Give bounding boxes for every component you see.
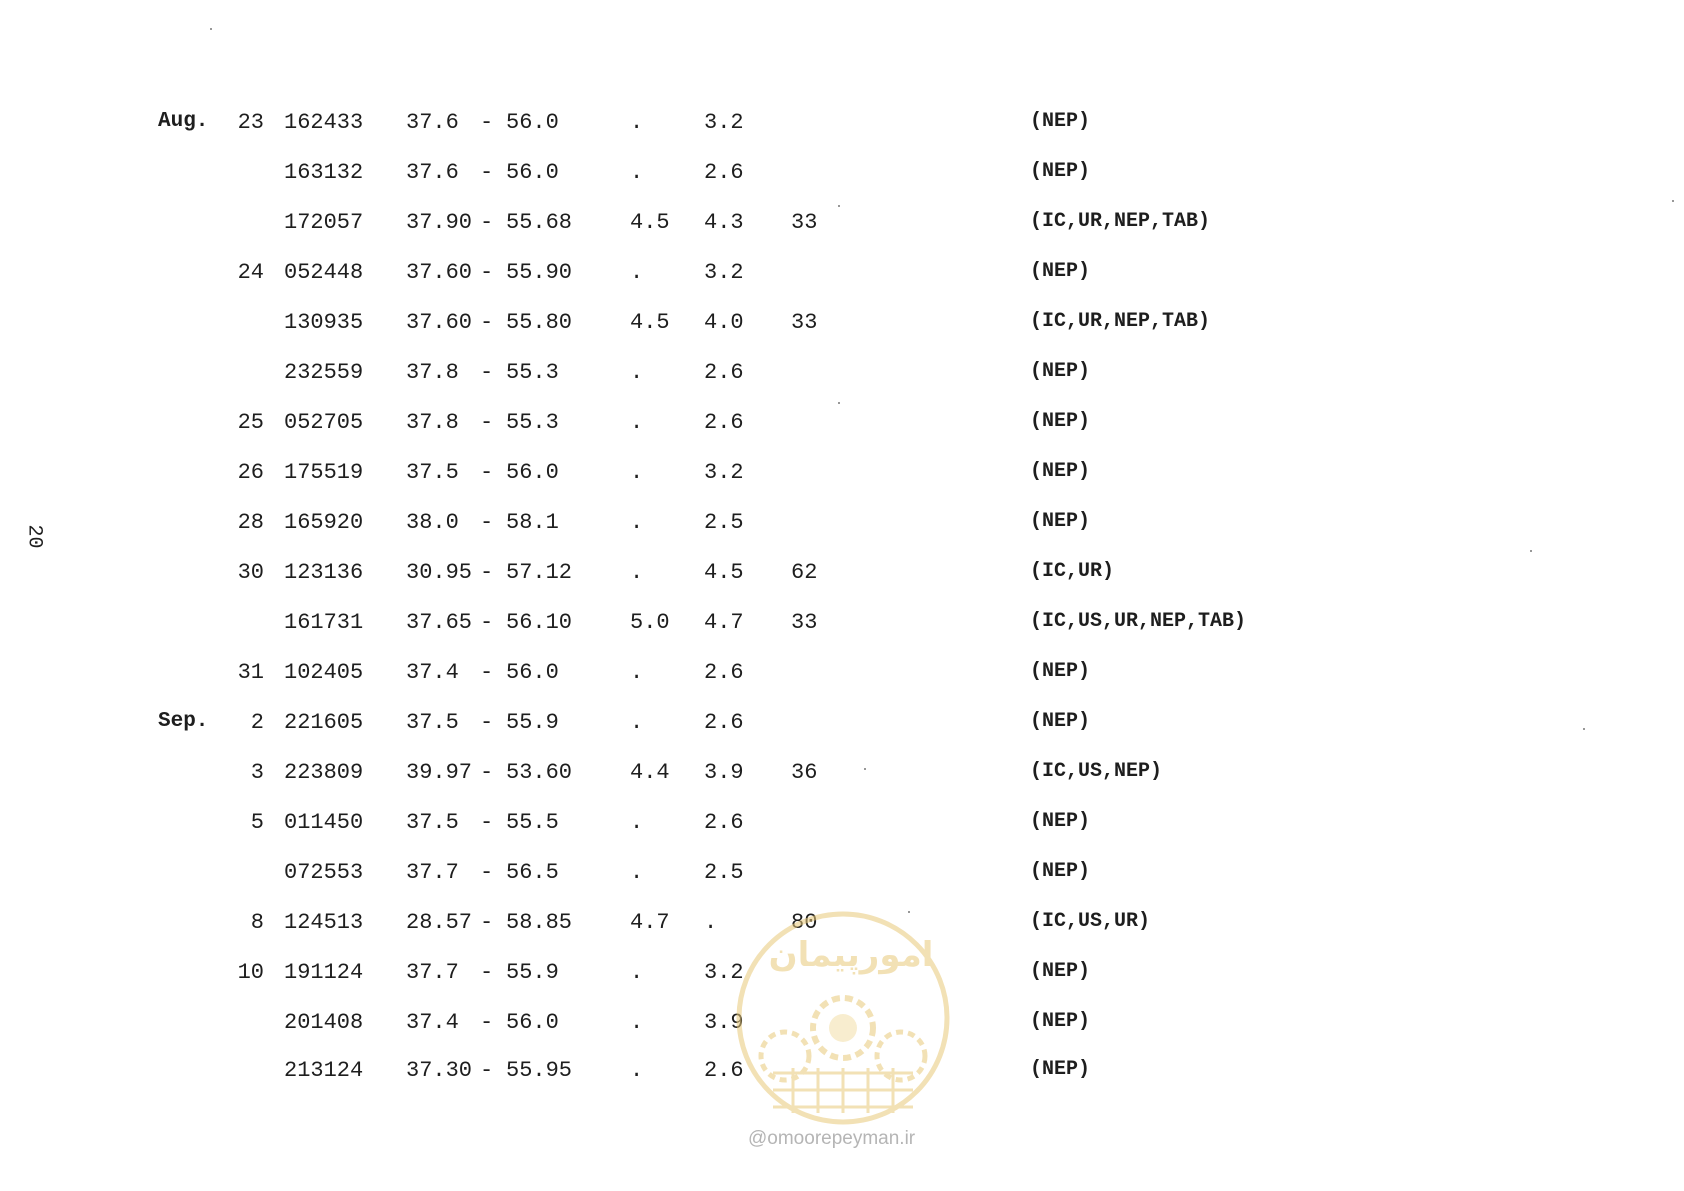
source-agencies: (NEP) [1030, 1058, 1091, 1081]
watermark-url: @omoorepeyman.ir [748, 1128, 916, 1149]
coord-separator: - [480, 360, 494, 385]
coord-separator: - [480, 810, 494, 835]
longitude: 56.0 [506, 160, 559, 185]
origin-time: 201408 [284, 1010, 364, 1035]
magnitude-ml: 3.9 [704, 760, 744, 785]
latitude: 37.90 [406, 210, 473, 235]
scan-speck [1583, 728, 1585, 730]
depth: 36 [791, 760, 818, 785]
magnitude-mb: 4.7 [630, 910, 670, 935]
table-row [0, 760, 1684, 790]
magnitude-ml: 3.2 [704, 960, 744, 985]
magnitude-ml: 2.6 [704, 660, 744, 685]
magnitude-ml: 2.6 [704, 810, 744, 835]
scan-speck [838, 402, 840, 404]
magnitude-ml: 4.7 [704, 610, 744, 635]
latitude: 37.6 [406, 110, 459, 135]
table-row [0, 610, 1684, 640]
longitude: 56.0 [506, 660, 559, 685]
origin-time: 191124 [284, 960, 364, 985]
source-agencies: (IC,UR) [1030, 560, 1115, 583]
source-agencies: (NEP) [1030, 360, 1091, 383]
source-agencies: (NEP) [1030, 660, 1091, 683]
table-row [0, 410, 1684, 440]
longitude: 56.0 [506, 1010, 559, 1035]
origin-time: 232559 [284, 360, 364, 385]
magnitude-mb: . [630, 360, 644, 385]
longitude: 56.5 [506, 860, 559, 885]
coord-separator: - [480, 610, 494, 635]
day: 26 [237, 460, 264, 485]
magnitude-ml: 4.3 [704, 210, 744, 235]
longitude: 55.3 [506, 410, 559, 435]
origin-time: 052705 [284, 410, 364, 435]
longitude: 58.85 [506, 910, 573, 935]
coord-separator: - [480, 410, 494, 435]
magnitude-ml: 3.2 [704, 110, 744, 135]
source-agencies: (NEP) [1030, 410, 1091, 433]
coord-separator: - [480, 960, 494, 985]
day: 2 [250, 710, 264, 735]
source-agencies: (NEP) [1030, 110, 1091, 133]
magnitude-mb: . [630, 160, 644, 185]
longitude: 55.80 [506, 310, 573, 335]
origin-time: 052448 [284, 260, 364, 285]
table-row [0, 460, 1684, 490]
latitude: 28.57 [406, 910, 473, 935]
source-agencies: (NEP) [1030, 260, 1091, 283]
latitude: 37.7 [406, 960, 459, 985]
source-agencies: (NEP) [1030, 1010, 1091, 1033]
coord-separator: - [480, 510, 494, 535]
magnitude-ml: . [704, 910, 718, 935]
table-row [0, 360, 1684, 390]
latitude: 37.8 [406, 410, 459, 435]
magnitude-mb: 4.5 [630, 210, 670, 235]
source-agencies: (NEP) [1030, 510, 1091, 533]
origin-time: 161731 [284, 610, 364, 635]
magnitude-ml: 3.9 [704, 1010, 744, 1035]
latitude: 37.8 [406, 360, 459, 385]
source-agencies: (IC,UR,NEP,TAB) [1030, 210, 1211, 233]
coord-separator: - [480, 760, 494, 785]
table-row [0, 160, 1684, 190]
longitude: 55.95 [506, 1058, 573, 1083]
longitude: 55.9 [506, 710, 559, 735]
depth: 33 [791, 210, 818, 235]
coord-separator: - [480, 560, 494, 585]
origin-time: 172057 [284, 210, 364, 235]
longitude: 55.5 [506, 810, 559, 835]
magnitude-ml: 2.6 [704, 160, 744, 185]
origin-time: 221605 [284, 710, 364, 735]
source-agencies: (NEP) [1030, 710, 1091, 733]
depth: 62 [791, 560, 818, 585]
latitude: 37.5 [406, 710, 459, 735]
origin-time: 011450 [284, 810, 364, 835]
longitude: 53.60 [506, 760, 573, 785]
scan-speck [210, 28, 212, 30]
source-agencies: (NEP) [1030, 860, 1091, 883]
magnitude-mb: . [630, 110, 644, 135]
latitude: 37.5 [406, 460, 459, 485]
magnitude-mb: . [630, 410, 644, 435]
source-agencies: (NEP) [1030, 960, 1091, 983]
magnitude-mb: . [630, 1010, 644, 1035]
source-agencies: (IC,US,UR) [1030, 910, 1151, 933]
watermark-text: امورپیمان [768, 935, 934, 975]
origin-time: 223809 [284, 760, 364, 785]
magnitude-ml: 4.0 [704, 310, 744, 335]
month: Aug. [158, 110, 209, 133]
origin-time: 072553 [284, 860, 364, 885]
latitude: 37.65 [406, 610, 473, 635]
origin-time: 165920 [284, 510, 364, 535]
day: 8 [250, 910, 264, 935]
grid-icon [773, 1068, 913, 1113]
magnitude-mb: 4.5 [630, 310, 670, 335]
magnitude-ml: 3.2 [704, 460, 744, 485]
longitude: 55.3 [506, 360, 559, 385]
coord-separator: - [480, 210, 494, 235]
source-agencies: (NEP) [1030, 160, 1091, 183]
coord-separator: - [480, 110, 494, 135]
origin-time: 175519 [284, 460, 364, 485]
coord-separator: - [480, 910, 494, 935]
magnitude-ml: 4.5 [704, 560, 744, 585]
magnitude-ml: 2.6 [704, 710, 744, 735]
coord-separator: - [480, 310, 494, 335]
latitude: 30.95 [406, 560, 473, 585]
day: 10 [237, 960, 264, 985]
origin-time: 102405 [284, 660, 364, 685]
longitude: 57.12 [506, 560, 573, 585]
table-row [0, 560, 1684, 590]
magnitude-mb: . [630, 1058, 644, 1083]
coord-separator: - [480, 460, 494, 485]
day: 30 [237, 560, 264, 585]
table-row [0, 210, 1684, 240]
coord-separator: - [480, 1010, 494, 1035]
depth: 33 [791, 310, 818, 335]
source-agencies: (NEP) [1030, 460, 1091, 483]
magnitude-mb: . [630, 660, 644, 685]
day: 25 [237, 410, 264, 435]
table-row [0, 310, 1684, 340]
source-agencies: (IC,UR,NEP,TAB) [1030, 310, 1211, 333]
longitude: 56.0 [506, 110, 559, 135]
coord-separator: - [480, 160, 494, 185]
scan-speck [864, 768, 866, 770]
scan-speck [908, 911, 910, 913]
table-row [0, 660, 1684, 690]
magnitude-mb: . [630, 710, 644, 735]
latitude: 37.30 [406, 1058, 473, 1083]
latitude: 37.4 [406, 1010, 459, 1035]
magnitude-ml: 2.5 [704, 510, 744, 535]
latitude: 38.0 [406, 510, 459, 535]
day: 23 [237, 110, 264, 135]
latitude: 37.4 [406, 660, 459, 685]
longitude: 55.90 [506, 260, 573, 285]
magnitude-ml: 2.6 [704, 410, 744, 435]
magnitude-mb: . [630, 860, 644, 885]
depth: 33 [791, 610, 818, 635]
table-row [0, 110, 1684, 140]
table-row [0, 260, 1684, 290]
longitude: 56.0 [506, 460, 559, 485]
coord-separator: - [480, 660, 494, 685]
magnitude-mb: 4.4 [630, 760, 670, 785]
longitude: 55.68 [506, 210, 573, 235]
magnitude-ml: 2.6 [704, 1058, 744, 1083]
table-row [0, 710, 1684, 740]
magnitude-mb: 5.0 [630, 610, 670, 635]
table-row [0, 510, 1684, 540]
source-agencies: (IC,US,NEP) [1030, 760, 1163, 783]
origin-time: 124513 [284, 910, 364, 935]
latitude: 37.60 [406, 310, 473, 335]
gear-icon [813, 998, 873, 1058]
table-row [0, 810, 1684, 840]
month: Sep. [158, 710, 209, 733]
longitude: 55.9 [506, 960, 559, 985]
day: 5 [250, 810, 264, 835]
magnitude-ml: 2.5 [704, 860, 744, 885]
scan-speck [1530, 550, 1532, 552]
scan-speck [838, 205, 840, 207]
day: 3 [250, 760, 264, 785]
coord-separator: - [480, 710, 494, 735]
table-row [0, 860, 1684, 890]
magnitude-mb: . [630, 260, 644, 285]
day: 31 [237, 660, 264, 685]
coord-separator: - [480, 860, 494, 885]
coord-separator: - [480, 1058, 494, 1083]
origin-time: 130935 [284, 310, 364, 335]
origin-time: 123136 [284, 560, 364, 585]
depth: 80 [791, 910, 818, 935]
latitude: 39.97 [406, 760, 473, 785]
magnitude-mb: . [630, 810, 644, 835]
watermark-logo [733, 908, 953, 1128]
coord-separator: - [480, 260, 494, 285]
latitude: 37.5 [406, 810, 459, 835]
source-agencies: (NEP) [1030, 810, 1091, 833]
longitude: 56.10 [506, 610, 573, 635]
scan-speck [1672, 200, 1674, 202]
day: 28 [237, 510, 264, 535]
magnitude-ml: 3.2 [704, 260, 744, 285]
magnitude-ml: 2.6 [704, 360, 744, 385]
magnitude-mb: . [630, 960, 644, 985]
origin-time: 163132 [284, 160, 364, 185]
latitude: 37.60 [406, 260, 473, 285]
day: 24 [237, 260, 264, 285]
magnitude-mb: . [630, 560, 644, 585]
latitude: 37.7 [406, 860, 459, 885]
latitude: 37.6 [406, 160, 459, 185]
origin-time: 162433 [284, 110, 364, 135]
page-number: 20 [22, 524, 46, 549]
magnitude-mb: . [630, 510, 644, 535]
source-agencies: (IC,US,UR,NEP,TAB) [1030, 610, 1247, 633]
longitude: 58.1 [506, 510, 559, 535]
origin-time: 213124 [284, 1058, 364, 1083]
magnitude-mb: . [630, 460, 644, 485]
